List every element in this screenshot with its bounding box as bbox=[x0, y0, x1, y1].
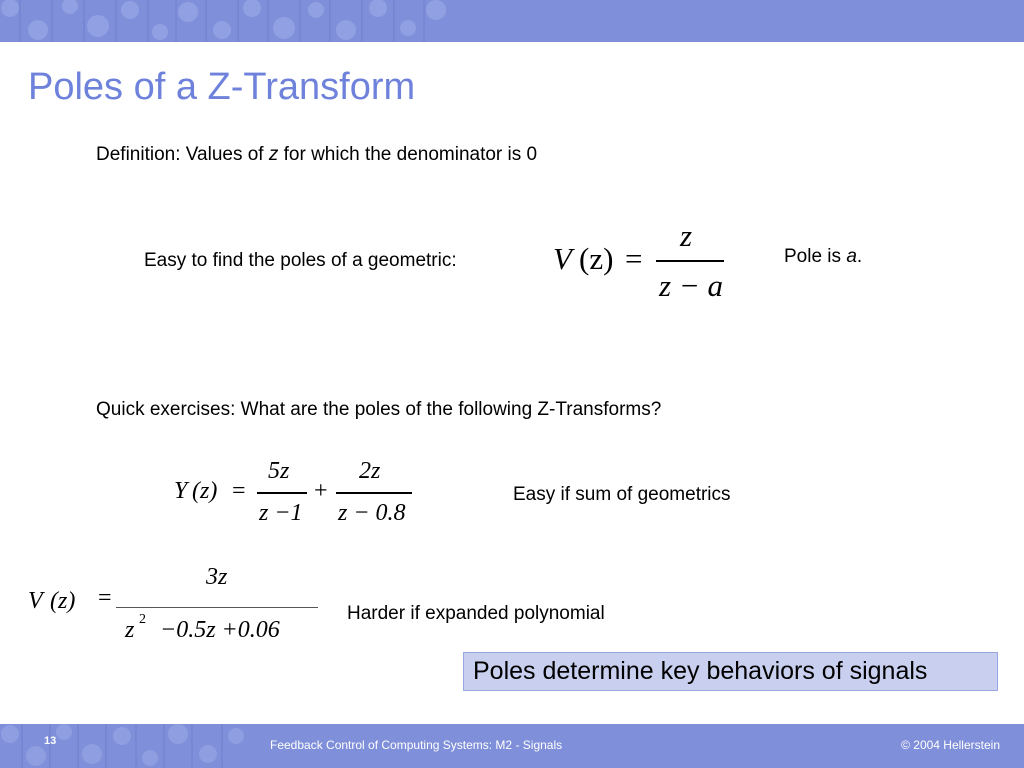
pole-variable: a bbox=[846, 246, 857, 267]
geo-equals: = bbox=[625, 241, 643, 276]
geo-lhs-arg: (z) bbox=[579, 241, 614, 276]
callout-text: Poles determine key behaviors of signals bbox=[473, 657, 928, 685]
exp-lhs-fn: V bbox=[28, 588, 43, 614]
definition-prefix: Definition: Values of bbox=[96, 144, 269, 165]
definition-variable: z bbox=[268, 144, 279, 165]
definition-suffix: for which the denominator is 0 bbox=[278, 144, 538, 165]
sum-lhs-arg: (z) bbox=[192, 478, 218, 504]
exp-den-exponent: 2 bbox=[139, 612, 146, 627]
expanded-note: Harder if expanded polynomial bbox=[347, 603, 605, 624]
sum-plus: + bbox=[314, 478, 328, 504]
sum-equals: = bbox=[232, 478, 246, 504]
sum-lhs-fn: Y bbox=[174, 478, 188, 504]
sum-term1-bar bbox=[257, 492, 307, 494]
header-banner bbox=[0, 0, 1024, 42]
geo-fraction-bar bbox=[656, 260, 724, 262]
footer-course: Feedback Control of Computing Systems: M2 - Signals bbox=[270, 738, 563, 752]
sum-term2-bar bbox=[336, 492, 412, 494]
exp-equals: = bbox=[98, 585, 112, 611]
page-title: Poles of a Z-Transform bbox=[28, 66, 416, 108]
sum-term2-denominator: z − 0.8 bbox=[338, 500, 406, 526]
pole-note bbox=[784, 246, 862, 268]
banner-pattern bbox=[0, 0, 1024, 42]
exp-numerator: 3z bbox=[206, 564, 228, 590]
geo-lhs-fn: V bbox=[553, 241, 572, 276]
sum-term1-denominator: z −1 bbox=[259, 500, 303, 526]
sum-term1-numerator: 5z bbox=[268, 458, 290, 484]
pole-suffix: . bbox=[856, 246, 863, 267]
geo-denominator: z − a bbox=[659, 268, 723, 303]
exercise-prompt: Quick exercises: What are the poles of the following Z-Transforms? bbox=[96, 399, 662, 420]
sum-term2-numerator: 2z bbox=[359, 458, 381, 484]
pole-prefix: Pole is bbox=[784, 246, 847, 267]
definition-text bbox=[96, 144, 537, 166]
footer-copyright: © 2004 Hellerstein bbox=[901, 738, 1000, 752]
sum-note: Easy if sum of geometrics bbox=[513, 484, 731, 505]
exp-fraction-bar bbox=[116, 607, 318, 608]
exp-lhs-arg: (z) bbox=[50, 588, 76, 614]
footer-bar bbox=[0, 724, 1024, 768]
key-point-callout bbox=[463, 652, 998, 691]
exp-den-z: z bbox=[125, 617, 135, 643]
exp-den-rest: −0.5z +0.06 bbox=[160, 617, 280, 643]
geo-numerator: z bbox=[680, 218, 693, 253]
geometric-label: Easy to find the poles of a geometric: bbox=[144, 250, 457, 271]
page-number: 13 bbox=[44, 735, 57, 747]
